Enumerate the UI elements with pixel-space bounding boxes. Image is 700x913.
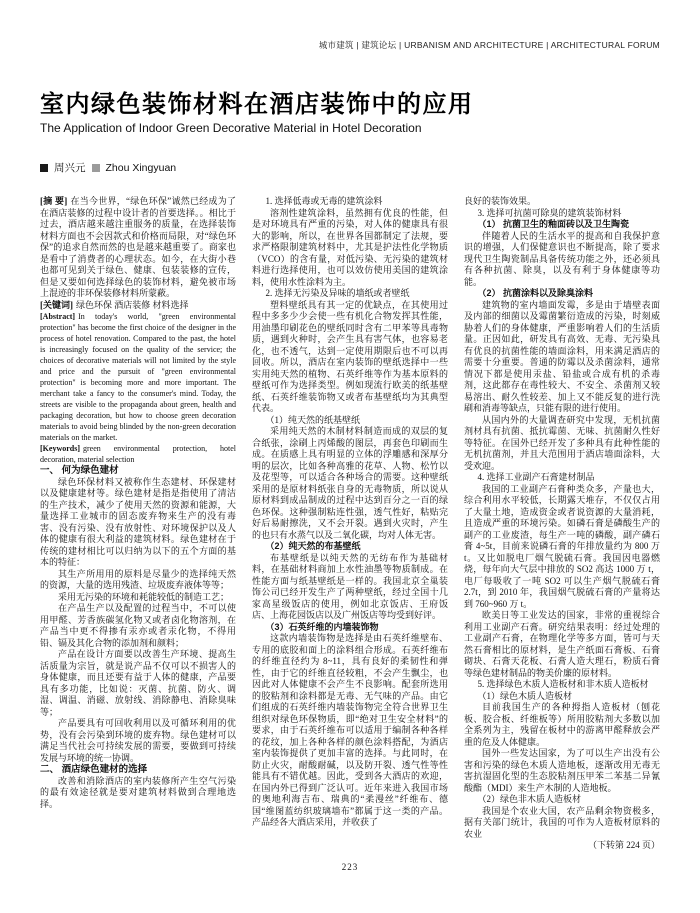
paragraph: 这款内墙装饰物是选择是由石英纤维壁布、专用的底胶和面上的涂料组合形成。石英纤维布的纤维直径约为 8~11，具有良好的柔韧性和弹性，由于它的纤维直径较粗，不会产生飘尘，也因此对人体健康不会产生不良影响。配套所选用的胶粘剂和涂料都是无毒、无气味的产品。由它们组成的石英纤维内墙装饰物完全符合世界卫生组织对绿色环保物质，即“绝对卫生安全材料”的要求，由于石英纤维布可以适用于编制各种各样的花纹，加上各种各样的颜色涂料搭配，为酒店室内装饰提供了更加丰富的选择。与此同时，在防止火灾，耐酸耐碱，以及防开裂、透气性等性能具有不错优越。因此，受到各大酒店的欢迎，在国内外已得到广泛认可。近年来进入我国市场的奥地利海吉布、瑞典的“柔漫丝”纤维布、德国“维图蓝纺织玻璃墙布”都属于这一类的产品。产品经各大酒店采用，并收获了 [252, 633, 448, 827]
journal-header: 城市建筑 | 建筑论坛 | URBANISM AND ARCHITECTURE | ARCHITECTURAL FORUM [318, 40, 660, 50]
paragraph: 塑料壁纸具有其一定的优缺点，在其使用过程中多多少少会使一些有机化合物发挥其性能，用油墨印刷花色的壁纸同时含有二甲苯等具毒物质，遇到火种时，会产生具有害气体，也容易老化，也不透气，达到一定使用期限后也不可以再回收。所以，酒店在室内装饰的壁纸选择中一些实用纯天然的植物、石英纤维等作为基本原料的壁纸可作为选择类型。例如现流行欧美的纸基壁纸、石英纤维装饰物又或者布基壁纸均为其典型代表。 [252, 299, 448, 413]
author-marker-black-icon [40, 164, 48, 172]
paragraph: 采用无污染的环境和耗能较低的制造工艺； [58, 591, 230, 602]
paragraph: 绿色环保材料又被称作生态建材、环保建材以及健康建材等。绿色建材是指是指使用了清洁的生产技术，减少了使用天然的资源和能源，大量选择工业城市的固态废弃物来生产的没有毒害、没有污染、没有放射性、对环境保护以及人体的健康有很大利益的建筑材料。绿色建材在于传统的建材相比可以归纳为以下的五个方面的基本的特征： [40, 476, 236, 567]
author-name-en: Zhou Xingyuan [105, 161, 177, 174]
subsection-heading: （2）绿色非木质人造板材 [477, 794, 582, 804]
paragraph: 欧美日等工业发达的国家，非常的重视综合利用工业副产石膏。研究结果表明：经过处理的工业副产石膏，在物理化学等多方面，皆可与天然石膏相比的原材料，是生产纸面石膏板、石膏砌块、石膏天花板、石膏人造大理石，粉质石膏等绿色建材制品的物美价廉的原材料。 [464, 610, 660, 678]
subsection-heading: （1）绿色木质人造板材 [477, 690, 573, 701]
paragraph-continuation: 良好的装饰效果。 [464, 196, 537, 206]
article-title-cn: 室内绿色装饰材料在酒店装饰中的应用 [40, 91, 474, 118]
subsection-heading: （2）纯天然的布基壁纸 [265, 541, 361, 551]
subsection-heading: （1）纯天然的纸基壁纸 [265, 414, 361, 425]
keywords-en-text: green environmental protection, hotel decoration, material selection [40, 444, 236, 464]
abstract-cn-text: 在当今世界，“绿色环保”诚然已经成为了在酒店装修的过程中设计者的首要选择。。相比于过去，酒店越来越注重服务的质量，在选择装饰材料方面也不会因款式和价格而局限，对“绿色环保”的追求自然而然的也是越来越重要了。商家也是看中了消费者的心理状态。如今，在大街小巷也都可见到关于绿色、健康、包装装修的宣传，但是又要如何选择绿色的装饰材料，避免被市场上混迹的非环保装修材料所蒙蔽。 [40, 196, 236, 298]
paragraph: 溶剂性建筑涂料，虽然拥有优良的性能，但是对环境具有严重的污染，对人体的健康具有很大的影响，所以，在世界各国都制定了法规，要求严格限制建筑材料中，尤其是护法性化学物质（VCO）的含有量，对低污染、无污染的建筑材料进行选择使用，也可以效仿使用美国的建筑涂料，使用水性涂料为主。 [252, 207, 448, 287]
subsection-heading: 3. 选择可抗菌可除臭的建筑装饰材料 [477, 207, 622, 218]
keywords-en [40, 443, 236, 465]
keywords-cn [40, 300, 236, 312]
abstract-cn [40, 196, 236, 300]
page-number: 223 [341, 862, 359, 872]
abstract-en-label: [Abstract] [40, 312, 76, 321]
column-left [40, 196, 236, 852]
author-marker-gray-icon [92, 164, 100, 172]
paragraph: 在产品生产以及配置的过程当中，不可以使用甲醛、芳香族碳氢化物又或者卤化物溶剂，在产品当中更不得掺有汞亦或者汞化物，不得用铅、镉及其化合物的添加剂和颜料； [40, 603, 236, 648]
subsection-heading: 1. 选择低毒或无毒的建筑涂料 [265, 196, 383, 206]
paragraph: 产品在设计方面要以改善生产环境、提高生活质量为宗旨，就是说产品不仅可以不损害人的身体健康，而且还要有益于人体的健康，产品要具有多功能，比如说：灭菌、抗菌、防火、调湿、调温、消磁、放射线、消除静电、消除臭味等； [40, 649, 236, 717]
section-heading-2: 二、 酒店绿色建材的选择 [40, 764, 148, 775]
paragraph: 布基壁纸是以纯天然的无纺布作为基础材料，在基础材料商加上水性油墨等物质制成。在性能方面与纸基壁纸是一样的。我国北京全巢装饰公司已经开发生产了两种壁纸，经过全国十几家高星级饭店的使用，例如北京饭店、王府饭店、上海花园饭店以及广州饭店等均受到好评。 [252, 552, 448, 620]
paragraph: 产品要具有可回收利用以及可循环利用的优势，没有会污染到环境的废弃物。绿色建材可以满足当代社会可持续发展的需要，要做到可持续发展与环境的统一协调。 [40, 718, 236, 763]
subsection-heading: 5. 选择绿色木质人造板材和非木质人造板材 [477, 679, 649, 689]
subsection-heading: 2. 选择无污染及异味的墙纸或者壁纸 [265, 288, 410, 298]
paragraph: 目前我国生产的各种拇指人造板材（刨花板、胶合板、纤维板等）所用胶粘剂大多数以加全系列为主，残留在板材中的游离甲醛释放会严重的危及人体健康。 [464, 702, 660, 747]
article-title-en: The Application of Indoor Green Decorative Material in Hotel Decoration [40, 121, 422, 135]
column-right [464, 196, 660, 852]
column-middle [252, 196, 448, 852]
paragraph: 改善和消除酒店的室内装修所产生空气污染的最有效途径就是要对建筑材料做到合理地选择。 [40, 775, 236, 809]
author-line [40, 160, 176, 175]
paragraph: 我国是个农业大国，农产品剩余物资极多，据有关部门统计，我国的可作为人造板材原料的农业 [464, 805, 660, 839]
subsection-heading: （1） 抗菌卫生的釉面砖以及卫生陶瓷 [477, 219, 630, 229]
author-name-cn: 周兴元 [54, 162, 86, 174]
keywords-cn-text: 绿色环保 酒店装修 材料选择 [76, 299, 189, 310]
abstract-en-text: In today's world, "green environmental protection" has become the first choice of the designer in the process of hotel renovation. Compared to the past, the hotel is increasingly focused on the quality of the service; the choices of decorative materials will not limited by the style and price and the pursuit of "green environmental protection" is becoming more and more important. The merchant take a fancy to the consumer's mind. Today, the streets are visible to the propaganda about green, health and packaging decoration, but how to choose green decoration materials to avoid being blinded by the non-green decoration materials on the market. [40, 312, 236, 442]
paragraph: 其生产所用用的原料是尽量少的选择纯天然的资源，大量的选用残渣、垃圾废弃液体等等； [40, 568, 236, 590]
subsection-heading: （3）石英纤维的内墙装饰物 [265, 621, 379, 632]
continuation-note: （下转第 224 页） [587, 840, 660, 850]
subsection-heading: 4. 选择工业副产石膏建材制品 [477, 472, 595, 482]
paragraph: 伴随着人民的生活水平的提高和自我保护意识的增强，人们保健意识也不断提高，除了要求现代卫生陶瓷制品具备传统功能之外，还必须具有各种抗菌、除臭，以及有利于身体健康等功能。 [464, 230, 660, 287]
article-body [40, 196, 660, 852]
paragraph: 国外一些发达国家，为了可以生产出没有公害和污染的绿色木质人造地板，逐渐改用无毒无害抗湿固化型的生态胶粘剂压甲苯二苯基二异氰酸酯（MDI）来生产木制的人造地板。 [464, 748, 660, 793]
section-heading-1: 一、 何为绿色建材 [40, 465, 119, 476]
abstract-en [40, 311, 236, 443]
abstract-cn-label: [摘 要] [40, 196, 68, 206]
paragraph: 建筑物的室内墙面发霉，多是由于墙壁表面及内部的细菌以及霉菌繁衍造成的污染，时刻威胁着人们的身体健康，严重影响着人们的生活质量。正因如此，研发具有高效、无毒、无污染具有优良的抗菌性能的墙面涂料，用来满足酒店的需要十分重要。普通的防霉以及杀菌涂料，通常情况下都是使用汞盐、铅盐或合成有机的杀毒剂，这此都存在毒性较大、不安全、杀菌剂又较易溶出、耐久性较差、加上又不能反复的进行洗刷和消毒等缺点，只能有限的进行使用。 [464, 299, 660, 413]
paragraph: 我国的工业副产石膏种类众多，产量也大，综合利用水平较低，长期露天堆存，不仅仅占用了大量土地，造成资金或者说资源的大量消耗，且造成严重的环境污染。如磷石膏是磷酸生产的副产的工业废渣，每生产一吨的磷酸，副产磷石膏 4~5t，目前来说磷石膏的年排放量约为 800 万 t。又比如脱电厂烟气脱硫石膏。我国因电器燃烧，每年向大气层中排放的 SO2 高达 1000 万 t，电厂每吸收了一吨 SO2 可以生产烟气脱硫石膏 2.7t，到 2010 年，我国烟气脱硫石膏的产量将达到 760~960 万 t。 [464, 483, 660, 609]
paragraph: 采用纯天然的木制材料制造而成的双层的复合纸张，涂刷上丙烯酸的图层，再套色印刷而生成。在质感上具有明显的立体的浮雕感和深厚分明的层次，比如各种高雅的花草、人物、松竹以及花型等，可以适合各种场合的需要。这种壁纸采用的是原材料纸张自身的无毒物质，所以说从原材料到成品制成的过程中达到百分之一百的绿色环保。这种强制粘连性强，透气性好，粘贴完好后易耐擦洗，又不会开裂。遇到火灾时，产生的也只有水蒸气以及二氧化碳，均对人体无害。 [252, 426, 448, 540]
paragraph: 从国内外的大量调查研究中发现，无机抗菌剂材具有抗菌、抵抗霉菌、无味、抗菌耐久性好等特征。在国外已经开发了多种具有此种性能的无机抗菌剂，并且大范围用于酒店墙面涂料，大受欢迎。 [464, 414, 660, 471]
keywords-cn-label: [关键词] [40, 299, 73, 310]
keywords-en-label: [Keywords] [40, 444, 80, 453]
subsection-heading: （2） 抗菌涂料以及除臭涂料 [477, 288, 594, 298]
